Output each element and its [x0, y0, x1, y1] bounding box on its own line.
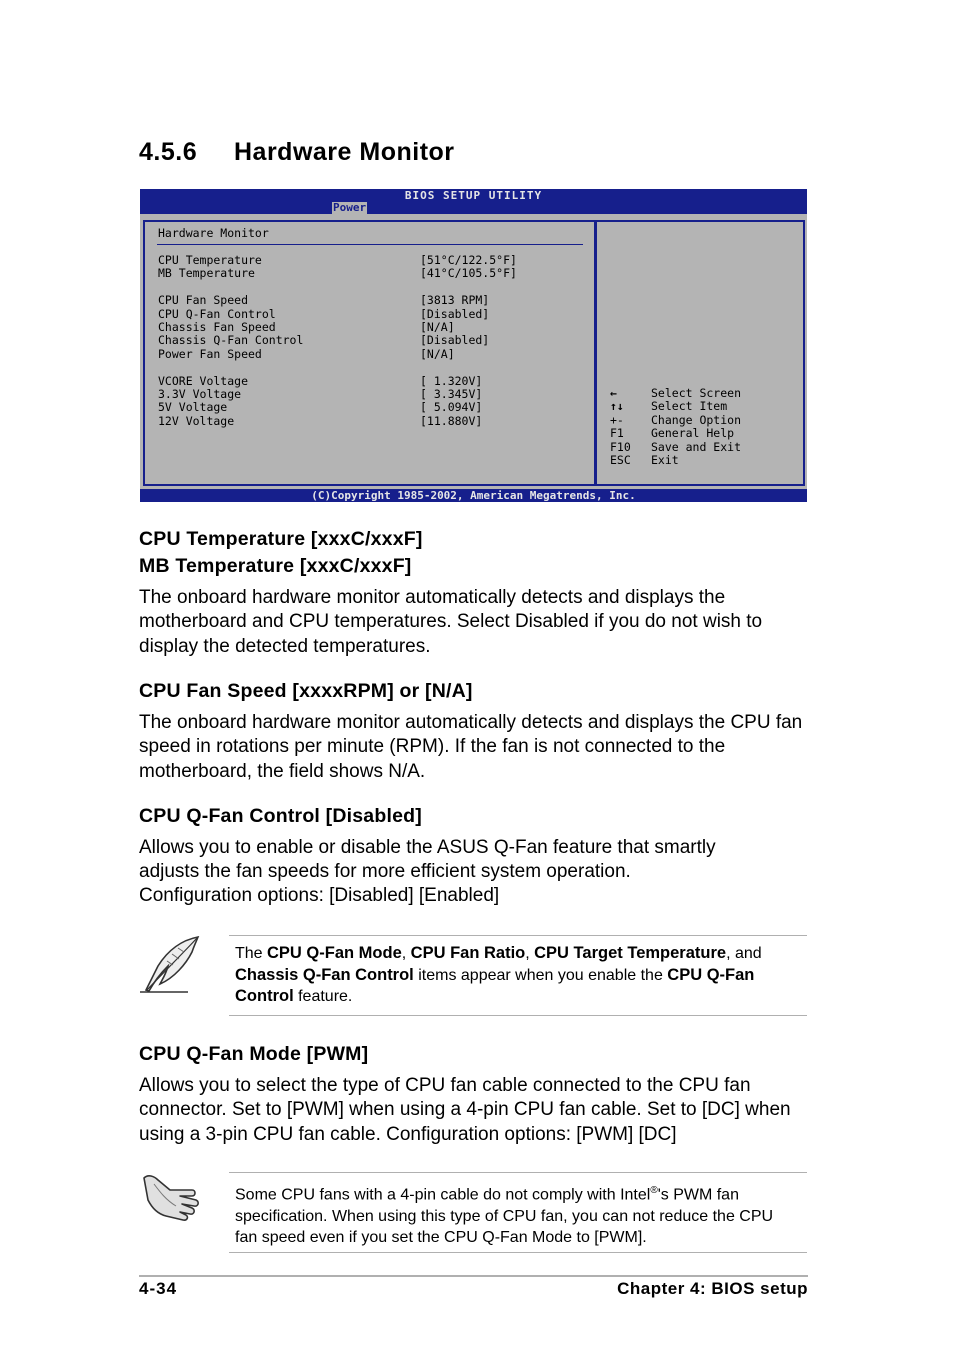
note-top-divider [229, 935, 807, 936]
bios-spacer [158, 361, 578, 374]
footer-divider [139, 1275, 808, 1277]
bios-setting-row[interactable] [158, 401, 578, 414]
bios-key-desc: Select Screen [651, 386, 742, 400]
bios-setting-label: Chassis Fan Speed [158, 319, 276, 334]
section-title-text: Hardware Monitor [234, 138, 455, 166]
heading-cpu-fan-speed: CPU Fan Speed [xxxxRPM] or [N/A] [139, 680, 473, 702]
note-term: CPU Target Temperature [534, 944, 727, 962]
heading-cpu-qfan-mode: CPU Q-Fan Mode [PWM] [139, 1043, 369, 1065]
heading-cpu-qfan-control: CPU Q-Fan Control [Disabled] [139, 805, 422, 827]
paragraph-qfan-options: Configuration options: [Disabled] [Enabled] [139, 885, 500, 906]
bios-setting-row[interactable] [158, 334, 578, 347]
bios-setting-row[interactable] [158, 321, 578, 334]
note-term: Chassis Q-Fan Control [235, 965, 414, 984]
bios-setting-row[interactable] [158, 375, 578, 388]
hand-pointer-icon [140, 1170, 206, 1224]
bios-setting-row[interactable] [158, 254, 578, 267]
bios-key-name: F10 [610, 439, 631, 454]
note-text: , [525, 945, 535, 962]
bios-key-row [610, 400, 800, 413]
bios-header [140, 189, 807, 214]
bios-title: BIOS SETUP UTILITY [404, 189, 543, 202]
bios-setting-value: [11.880V] [420, 413, 483, 428]
paragraph-qfan-control: Allows you to enable or disable the ASUS Q-Fan feature that smartly adjusts the fan speeds for more efficient system operation. [139, 837, 716, 883]
bios-screen [140, 189, 807, 502]
bios-key-legend [610, 387, 800, 467]
left-arrow-icon: ← [610, 386, 617, 400]
bios-key-row [610, 414, 800, 427]
bios-key-desc: Exit [651, 452, 679, 467]
note-text: Some CPU fans with a 4-pin cable do not comply with Intel [235, 1186, 651, 1204]
note-term: CPU Fan Ratio [410, 944, 526, 962]
bios-spacer [158, 281, 578, 294]
bios-setting-label: MB Temperature [158, 266, 255, 281]
bios-key-row [610, 427, 800, 440]
note-bottom-divider [229, 1015, 807, 1016]
bios-setting-label: 5V Voltage [158, 400, 228, 415]
bios-setting-row[interactable] [158, 348, 578, 361]
bios-copyright: (C)Copyright 1985-2002, American Megatrends, Inc. [140, 489, 807, 502]
note-text: , and [726, 945, 762, 962]
bios-setting-row[interactable] [158, 415, 578, 428]
heading-mb-temperature: MB Temperature [xxxC/xxxF] [139, 555, 412, 577]
bios-setting-value: [51°C/122.5°F] [420, 253, 517, 267]
bios-setting-row[interactable] [158, 388, 578, 401]
note-text: , [401, 945, 411, 962]
bios-key-row [610, 387, 800, 400]
bios-panel-divider [157, 244, 583, 245]
paragraph-qfan-mode: Allows you to select the type of CPU fan cable connected to the CPU fan connector. Set to [PWM] when using a 4-pin CPU fan cable. Set to [DC] when using a 3-pin CPU fan cable. Configuration options: [PWM] [DC] [139, 1075, 791, 1145]
bios-setting-value: [Disabled] [420, 306, 490, 321]
bios-key-name: F1 [610, 426, 624, 441]
bios-key-desc: Change Option [651, 412, 742, 427]
feather-pen-icon [138, 934, 204, 996]
note-bottom-divider [229, 1252, 807, 1253]
bios-key-desc: Save and Exit [651, 439, 742, 454]
bios-setting-value: [ 3.345V] [420, 386, 483, 401]
section-number: 4.5.6 [139, 138, 198, 166]
bios-settings-panel [143, 220, 596, 486]
bios-setting-value: [ 1.320V] [420, 373, 483, 388]
bios-settings-list [158, 254, 578, 428]
bios-setting-value: [3813 RPM] [420, 293, 490, 308]
bios-setting-label: 3.3V Voltage [158, 386, 242, 401]
bios-setting-label: VCORE Voltage [158, 373, 249, 388]
bios-setting-row[interactable] [158, 294, 578, 307]
bios-setting-label: CPU Temperature [158, 253, 262, 267]
up-down-arrow-icon: ↑↓ [610, 399, 624, 414]
paragraph-temperature: The onboard hardware monitor automatically detects and displays the motherboard and CPU temperatures. Select Disabled if you do not wish to display the detected temperatures. [139, 587, 763, 657]
bios-panel-title: Hardware Monitor [158, 226, 269, 240]
paragraph-fan-speed: The onboard hardware monitor automatically detects and displays the CPU fan speed in rotations per minute (RPM). If the fan is not connected to the motherboard, the field shows N/A. [139, 712, 803, 782]
bios-setting-row[interactable] [158, 308, 578, 321]
section-title [139, 138, 455, 167]
bios-key-name: ESC [610, 452, 631, 467]
registered-mark: ® [650, 1185, 658, 1196]
bios-key-row [610, 441, 800, 454]
note-text: 's PWM fan specification. When using this type of CPU fan, you can not reduce the CPU fan speed even if you set the CPU Q-Fan Mode to [PWM]. [235, 1186, 774, 1247]
bios-setting-value: [Disabled] [420, 333, 490, 348]
note-text: The [235, 945, 268, 962]
bios-setting-label: CPU Q-Fan Control [158, 306, 276, 321]
note-text: items appear when you enable the [413, 966, 668, 984]
note-term: CPU Q-Fan Control [235, 965, 755, 1005]
bios-setting-value: [41°C/105.5°F] [420, 266, 517, 281]
bios-tab-power[interactable]: Power [333, 201, 367, 214]
bios-key-name: +- [610, 412, 624, 427]
note-pwm-spec [235, 1180, 795, 1249]
note-qfan-items [235, 943, 807, 1008]
bios-setting-value: [ 5.094V] [420, 400, 483, 415]
heading-cpu-temperature: CPU Temperature [xxxC/xxxF] [139, 528, 423, 550]
chapter-label: Chapter 4: BIOS setup [617, 1279, 808, 1298]
bios-help-panel [595, 220, 805, 486]
bios-key-desc: Select Item [651, 399, 728, 414]
bios-setting-row[interactable] [158, 267, 578, 280]
bios-setting-label: Chassis Q-Fan Control [158, 333, 304, 348]
bios-setting-label: Power Fan Speed [158, 346, 262, 361]
bios-setting-label: CPU Fan Speed [158, 293, 249, 308]
bios-setting-value: [N/A] [420, 346, 455, 361]
page-number: 4-34 [139, 1279, 178, 1298]
note-text: feature. [293, 988, 353, 1005]
note-term: CPU Q-Fan Mode [267, 944, 402, 962]
bios-setting-value: [N/A] [420, 319, 455, 334]
bios-setting-label: 12V Voltage [158, 413, 235, 428]
bios-key-row [610, 454, 800, 467]
bios-key-desc: General Help [651, 426, 735, 441]
note-top-divider [229, 1172, 807, 1173]
